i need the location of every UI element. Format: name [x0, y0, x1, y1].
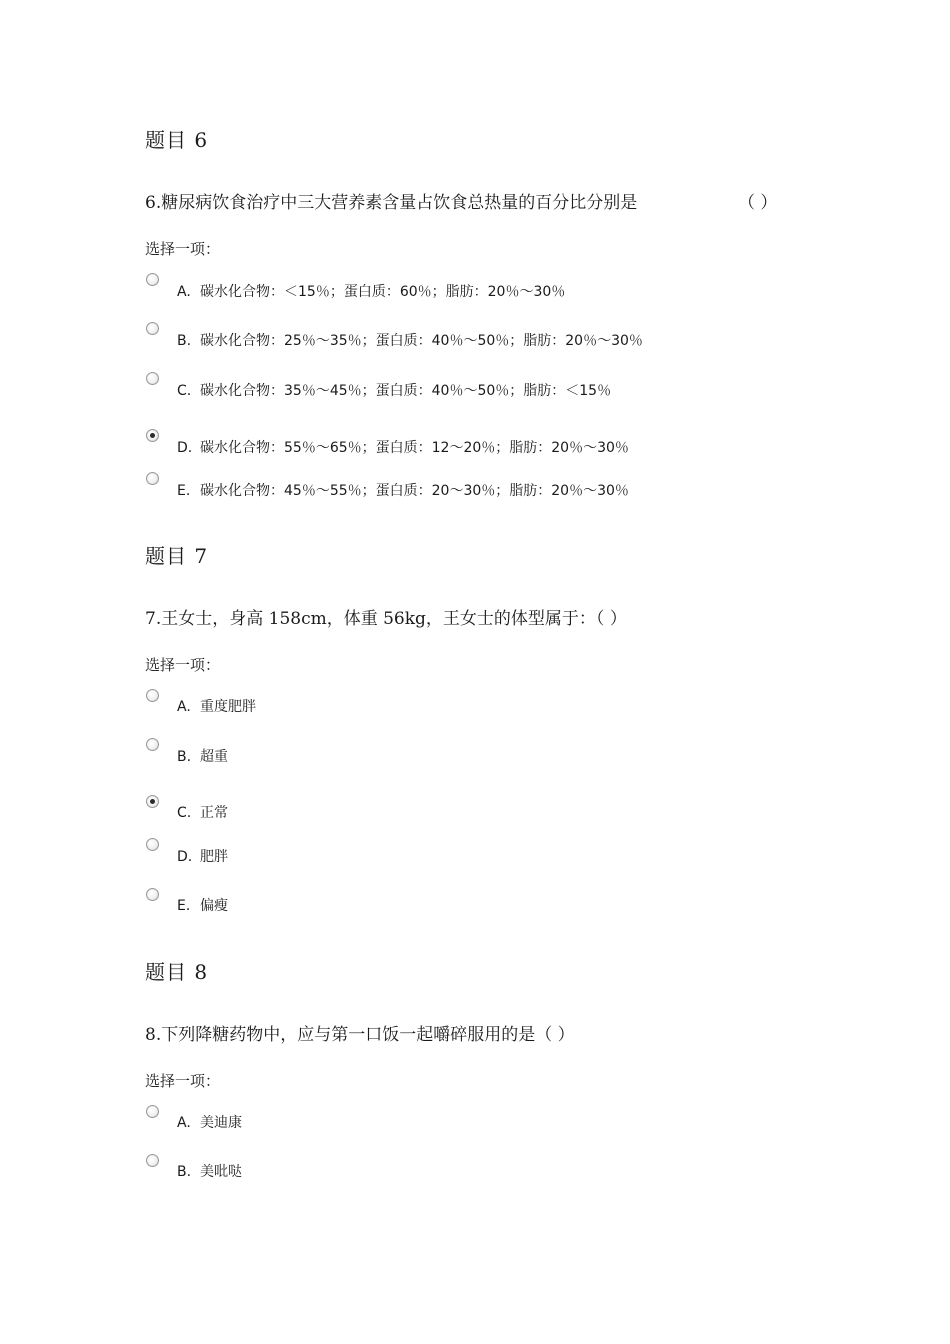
option-letter: D. — [177, 440, 193, 456]
option-text: 碳水化合物：25％～35％；蛋白质：40％～50％；脂肪：20％～30％ — [200, 333, 643, 349]
option-q8-a[interactable] — [177, 1112, 242, 1132]
question-8-prompt: 选择一项： — [145, 1072, 221, 1090]
option-text: 碳水化合物：55％～65％；蛋白质：12～20％；脂肪：20％～30％ — [200, 440, 629, 456]
option-text: 重度肥胖 — [200, 699, 256, 715]
option-q6-a[interactable] — [177, 281, 565, 301]
option-letter: C. — [177, 805, 192, 821]
question-7-prompt: 选择一项： — [145, 656, 221, 674]
option-q7-b[interactable] — [177, 746, 228, 766]
question-6-heading: 题目 6 — [145, 128, 209, 152]
option-q7-c[interactable] — [177, 802, 228, 822]
option-q6-d[interactable] — [177, 437, 629, 457]
radio-q8-option-b[interactable] — [146, 1154, 159, 1167]
option-text: 正常 — [200, 805, 228, 821]
question-6-prompt: 选择一项： — [145, 240, 221, 258]
radio-q6-option-e[interactable] — [146, 472, 159, 485]
question-7-heading: 题目 7 — [145, 544, 209, 568]
radio-q7-option-c[interactable] — [146, 795, 159, 808]
option-q6-b[interactable] — [177, 330, 643, 350]
option-letter: C. — [177, 383, 192, 399]
option-letter: B. — [177, 1164, 192, 1180]
option-q6-c[interactable] — [177, 380, 611, 400]
option-text: 美吡哒 — [200, 1164, 242, 1180]
option-q6-e[interactable] — [177, 480, 629, 500]
option-q7-a[interactable] — [177, 696, 256, 716]
radio-q7-option-b[interactable] — [146, 738, 159, 751]
radio-q6-option-a[interactable] — [146, 273, 159, 286]
option-letter: A. — [177, 284, 191, 300]
question-6-text: 6.糖尿病饮食治疗中三大营养素含量占饮食总热量的百分比分别是 — [145, 193, 638, 213]
option-q7-d[interactable] — [177, 846, 228, 866]
question-7-text: 7.王女士，身高 158cm，体重 56kg，王女士的体型属于：（ ） — [145, 609, 627, 629]
option-letter: A. — [177, 1115, 191, 1131]
option-text: 偏瘦 — [200, 898, 228, 914]
radio-q6-option-c[interactable] — [146, 372, 159, 385]
option-letter: D. — [177, 849, 193, 865]
option-q8-b[interactable] — [177, 1161, 242, 1181]
option-letter: A. — [177, 699, 191, 715]
option-text: 超重 — [200, 749, 228, 765]
radio-q7-option-a[interactable] — [146, 689, 159, 702]
option-letter: E. — [177, 483, 191, 499]
question-6-answer-blank: （ ） — [738, 193, 778, 213]
radio-q7-option-d[interactable] — [146, 838, 159, 851]
option-letter: E. — [177, 898, 191, 914]
option-q7-e[interactable] — [177, 895, 228, 915]
question-8-heading: 题目 8 — [145, 960, 209, 984]
option-text: 碳水化合物：＜15％；蛋白质：60％；脂肪：20％～30％ — [200, 284, 566, 300]
option-text: 美迪康 — [200, 1115, 242, 1131]
option-text: 碳水化合物：35％～45％；蛋白质：40％～50％；脂肪：＜15％ — [200, 383, 612, 399]
question-8-text: 8.下列降糖药物中，应与第一口饭一起嚼碎服用的是（ ） — [145, 1025, 575, 1045]
option-text: 碳水化合物：45％～55％；蛋白质：20～30％；脂肪：20％～30％ — [200, 483, 629, 499]
radio-q6-option-d[interactable] — [146, 429, 159, 442]
option-text: 肥胖 — [200, 849, 228, 865]
option-letter: B. — [177, 749, 192, 765]
radio-q6-option-b[interactable] — [146, 322, 159, 335]
radio-q7-option-e[interactable] — [146, 888, 159, 901]
option-letter: B. — [177, 333, 192, 349]
radio-q8-option-a[interactable] — [146, 1105, 159, 1118]
